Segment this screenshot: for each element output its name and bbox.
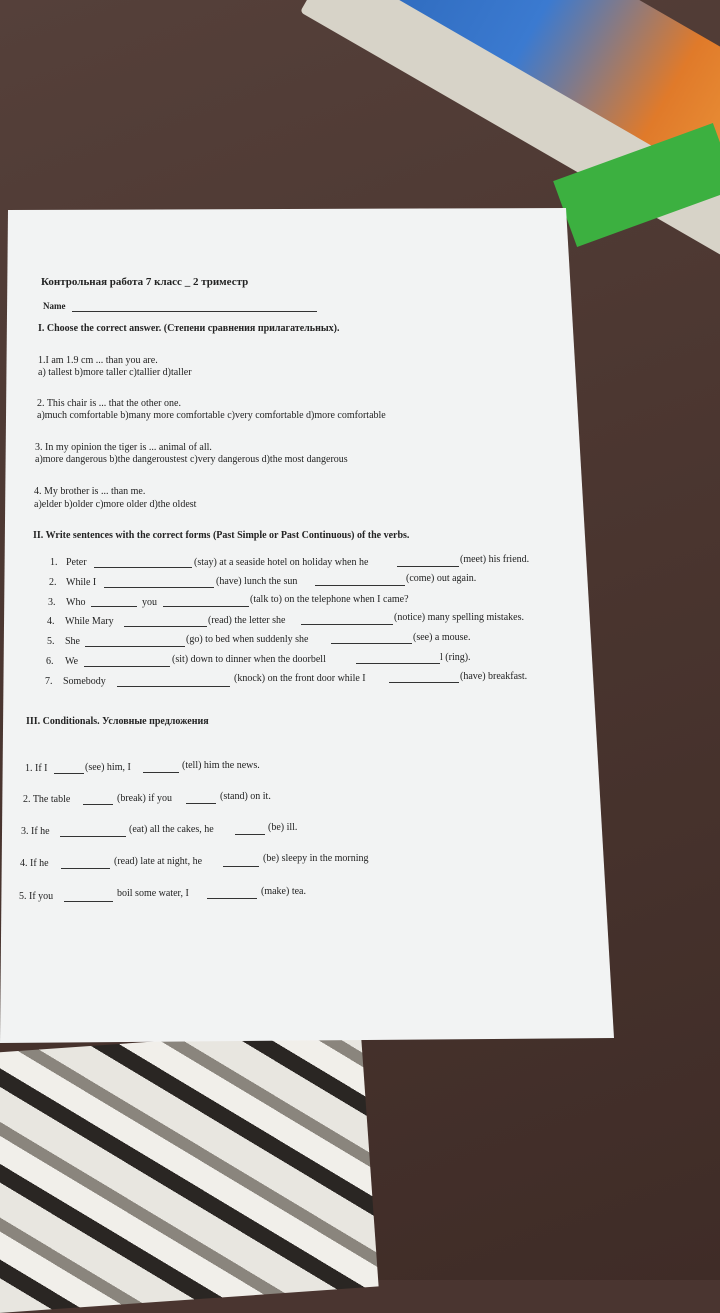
blank-line	[64, 901, 113, 902]
s3-r3-p1: 3. If he	[21, 826, 50, 837]
s2-r4-p1: While Mary	[65, 616, 114, 627]
s2-r2-p1: While I	[66, 577, 97, 588]
s1-a2: a)much comfortable b)many more comfortable c)very comfortable d)more comfortable	[37, 410, 386, 421]
blank-line	[397, 566, 459, 567]
s3-r2-p2: (break) if you	[117, 793, 172, 804]
s2-num-3: 3.	[48, 597, 56, 608]
s3-r5-p3: (make) tea.	[261, 886, 306, 897]
name-label: Name	[43, 301, 66, 311]
s2-r2-p3: (come) out again.	[406, 573, 477, 584]
s1-q1: 1.I am 1.9 cm ... than you are.	[38, 355, 158, 366]
blank-line	[84, 666, 170, 667]
s3-r4-p3: (be) sleepy in the morning	[263, 853, 369, 864]
blank-line	[60, 836, 126, 837]
s2-r7-p2: (knock) on the front door while I	[234, 673, 366, 684]
s2-r1-p3: (meet) his friend.	[460, 554, 530, 565]
s3-r1-p3: (tell) him the news.	[182, 760, 260, 771]
s2-r1-p1: Peter	[66, 557, 87, 568]
blank-line	[235, 834, 265, 835]
blank-line	[83, 804, 113, 805]
s3-r1-p2: (see) him, I	[85, 762, 131, 773]
blank-line	[117, 686, 230, 687]
s2-r6-p1: We	[65, 656, 79, 667]
blank-line	[223, 866, 259, 867]
blank-line	[186, 803, 216, 804]
s2-r3-p2: (talk to) on the telephone when I came?	[250, 594, 409, 605]
s2-r4-p2: (read) the letter she	[208, 615, 286, 626]
s2-num-1: 1.	[50, 557, 58, 568]
blank-line	[163, 606, 249, 607]
blank-line	[124, 626, 207, 627]
s2-r5-p2: (go) to bed when suddenly she	[186, 634, 309, 645]
s3-r2-p1: 2. The table	[23, 794, 71, 805]
s3-r3-p3: (be) ill.	[268, 822, 298, 833]
s3-r4-p2: (read) late at night, he	[114, 856, 203, 867]
s2-num-6: 6.	[46, 656, 54, 667]
s2-r7-p1: Somebody	[63, 676, 106, 687]
section1-heading: I. Choose the correct answer. (Степени сравнения прилагательных).	[38, 323, 340, 334]
blank-line	[61, 868, 110, 869]
s2-r5-p3: (see) a mouse.	[413, 632, 471, 643]
s2-r5-p1: She	[65, 636, 80, 647]
patterned-cloth	[0, 1027, 379, 1313]
s2-r6-p2: (sit) down to dinner when the doorbell	[172, 654, 326, 665]
s2-r1-p2: (stay) at a seaside hotel on holiday when he	[194, 557, 369, 568]
s2-r3-p1b: you	[142, 597, 157, 608]
blank-line	[54, 773, 84, 774]
blank-line	[389, 682, 459, 683]
name-field-line	[72, 311, 317, 312]
blank-line	[85, 646, 185, 647]
s3-r5-p2: boil some water, I	[117, 888, 189, 899]
s2-num-2: 2.	[49, 577, 57, 588]
blank-line	[315, 585, 405, 586]
s3-r1-p1: 1. If I	[25, 763, 48, 774]
s1-a1: a) tallest b)more taller c)tallier d)taller	[38, 367, 192, 378]
s2-r2-p2: (have) lunch the sun	[216, 576, 298, 587]
blank-line	[207, 898, 257, 899]
blank-line	[301, 624, 393, 625]
s3-r3-p2: (eat) all the cakes, he	[129, 824, 214, 835]
blank-line	[91, 606, 137, 607]
s3-r2-p3: (stand) on it.	[220, 791, 271, 802]
s1-q2: 2. This chair is ... that the other one.	[37, 398, 181, 409]
blank-line	[104, 587, 214, 588]
s2-r4-p3: (notice) many spelling mistakes.	[394, 612, 524, 623]
s2-num-4: 4.	[47, 616, 55, 627]
blank-line	[331, 643, 412, 644]
worksheet-title: Контрольная работа 7 класс _ 2 триместр	[41, 276, 249, 288]
blank-line	[143, 772, 179, 773]
s2-r7-p3: (have) breakfast.	[460, 671, 528, 682]
blank-line	[94, 567, 192, 568]
s1-q4: 4. My brother is ... than me.	[34, 486, 146, 497]
s2-r6-p3: l (ring).	[440, 652, 471, 663]
blank-line	[356, 663, 440, 664]
s3-r4-p1: 4. If he	[20, 858, 49, 869]
s1-a4: a)elder b)older c)more older d)the oldest	[34, 499, 197, 510]
s2-r3-p1: Who	[66, 597, 86, 608]
section3-heading: III. Conditionals. Условные предложения	[26, 716, 209, 727]
s2-num-5: 5.	[47, 636, 55, 647]
s1-a3: a)more dangerous b)the dangeroustest c)very dangerous d)the most dangerous	[35, 454, 348, 465]
s1-q3: 3. In my opinion the tiger is ... animal of all.	[35, 442, 212, 453]
s2-num-7: 7.	[45, 676, 53, 687]
section2-heading: II. Write sentences with the correct forms (Past Simple or Past Continuous) of the verbs.	[33, 530, 410, 541]
s3-r5-p1: 5. If you	[19, 891, 54, 902]
